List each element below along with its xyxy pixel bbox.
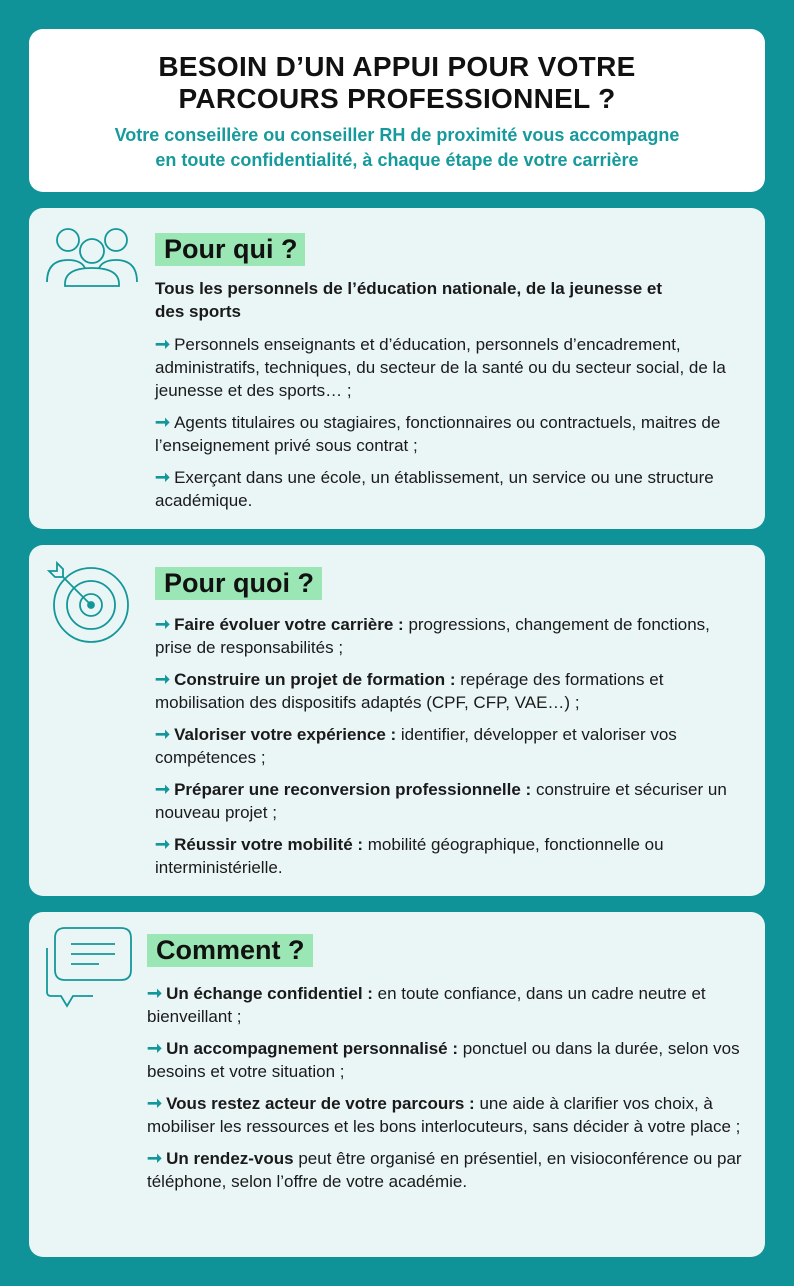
section-title: Comment ? bbox=[147, 934, 313, 967]
arrow-right-icon: ➞ bbox=[155, 467, 171, 487]
item-heading: Valoriser votre expérience : bbox=[174, 725, 397, 744]
arrow-right-icon: ➞ bbox=[155, 834, 171, 854]
arrow-right-icon: ➞ bbox=[155, 669, 171, 689]
section-items bbox=[147, 982, 747, 1193]
arrow-right-icon: ➞ bbox=[147, 1093, 163, 1113]
item-heading: Un accompagnement personnalisé : bbox=[166, 1039, 458, 1058]
list-item bbox=[147, 1037, 747, 1083]
section-title: Pour qui ? bbox=[155, 233, 305, 266]
item-text: Agents titulaires ou stagiaires, fonctionnaires ou contractuels, maitres de l’enseignement privé sous contrat ; bbox=[155, 413, 721, 455]
item-text: Exerçant dans une école, un établissement, un service ou une structure académique. bbox=[155, 468, 714, 510]
list-item bbox=[147, 1092, 747, 1138]
arrow-right-icon: ➞ bbox=[155, 334, 171, 354]
page-subtitle: Votre conseillère ou conseiller RH de proximité vous accompagne en toute confidentialité, à chaque étape de votre carrière bbox=[114, 125, 680, 170]
item-text: construire et sécuriser un nouveau projet ; bbox=[155, 780, 727, 822]
section-comment bbox=[29, 912, 765, 1257]
speech-bubble-icon bbox=[43, 924, 135, 1008]
section-pour-quoi bbox=[29, 545, 765, 896]
page-title: BESOIN D’UN APPUI POUR VOTRE PARCOURS PROFESSIONNEL ? bbox=[158, 51, 636, 114]
header-card bbox=[29, 29, 765, 192]
list-item bbox=[155, 668, 747, 714]
item-heading: Vous restez acteur de votre parcours : bbox=[166, 1094, 475, 1113]
item-text: Personnels enseignants et d’éducation, personnels d’encadrement, administratifs, techniques, du secteur de la santé ou du secteur social, de la jeunesse et des sports… ; bbox=[155, 335, 726, 400]
item-text: une aide à clarifier vos choix, à mobiliser les ressources et les bons interlocuteurs, sans décider à votre place ; bbox=[147, 1094, 741, 1136]
arrow-right-icon: ➞ bbox=[147, 1038, 163, 1058]
section-body bbox=[147, 982, 747, 1202]
section-lead: Tous les personnels de l’éducation nationale, de la jeunesse et des sports bbox=[155, 279, 662, 321]
people-group-icon bbox=[43, 224, 141, 288]
arrow-right-icon: ➞ bbox=[155, 412, 171, 432]
item-text: mobilité géographique, fonctionnelle ou interministérielle. bbox=[155, 835, 664, 877]
target-icon bbox=[43, 559, 143, 645]
arrow-right-icon: ➞ bbox=[147, 983, 163, 1003]
list-item bbox=[155, 778, 747, 824]
list-item bbox=[155, 833, 747, 879]
arrow-right-icon: ➞ bbox=[147, 1148, 163, 1168]
item-text: ponctuel ou dans la durée, selon vos besoins et votre situation ; bbox=[147, 1039, 740, 1081]
arrow-right-icon: ➞ bbox=[155, 724, 171, 744]
list-item bbox=[155, 723, 747, 769]
arrow-right-icon: ➞ bbox=[155, 614, 171, 634]
item-heading: Un échange confidentiel : bbox=[166, 984, 373, 1003]
item-text: en toute confiance, dans un cadre neutre et bienveillant ; bbox=[147, 984, 706, 1026]
item-heading: Faire évoluer votre carrière : bbox=[174, 615, 404, 634]
list-item bbox=[155, 333, 747, 402]
section-title: Pour quoi ? bbox=[155, 567, 322, 600]
list-item bbox=[147, 982, 747, 1028]
item-text: peut être organisé en présentiel, en visioconférence ou par téléphone, selon l’offre de votre académie. bbox=[147, 1149, 742, 1191]
section-items bbox=[155, 333, 747, 512]
item-heading: Construire un projet de formation : bbox=[174, 670, 456, 689]
section-body bbox=[155, 277, 747, 521]
list-item bbox=[155, 466, 747, 512]
item-heading: Réussir votre mobilité : bbox=[174, 835, 364, 854]
section-body bbox=[155, 613, 747, 888]
item-heading: Préparer une reconversion professionnelle : bbox=[174, 780, 532, 799]
list-item bbox=[155, 613, 747, 659]
section-items bbox=[155, 613, 747, 879]
list-item bbox=[147, 1147, 747, 1193]
item-heading: Un rendez-vous bbox=[166, 1149, 294, 1168]
item-text: repérage des formations et mobilisation des dispositifs adaptés (CPF, CFP, VAE…) ; bbox=[155, 670, 664, 712]
item-text: identifier, développer et valoriser vos compétences ; bbox=[155, 725, 677, 767]
arrow-right-icon: ➞ bbox=[155, 779, 171, 799]
section-pour-qui bbox=[29, 208, 765, 529]
list-item bbox=[155, 411, 747, 457]
item-text: progressions, changement de fonctions, prise de responsabilités ; bbox=[155, 615, 710, 657]
